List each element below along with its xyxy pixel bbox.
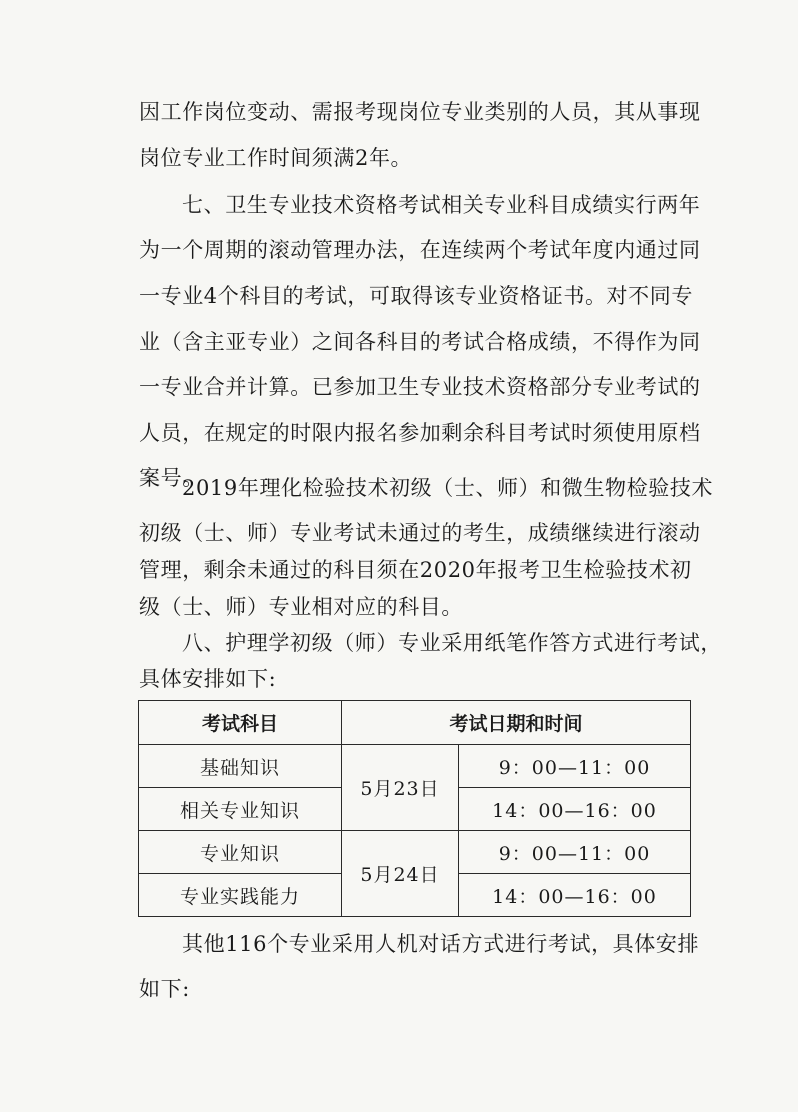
date-cell: 5月23日 (342, 745, 459, 831)
paragraph-line: 管理，剩余未通过的科目须在2020年报考卫生检验技术初 (139, 558, 692, 582)
paragraph-line: 2019年理化检验技术初级（士、师）和微生物检验技术 (182, 476, 714, 500)
paragraph-line: 其他116个专业采用人机对话方式进行考试，具体安排 (182, 932, 700, 956)
paragraph-line: 案号。 (139, 466, 204, 490)
paragraph-line: 如下: (139, 977, 190, 1001)
paragraph-line: 为一个周期的滚动管理办法，在连续两个考试年度内通过同 (139, 238, 701, 262)
paragraph-line: 初级（士、师）专业考试未通过的考生，成绩继续进行滚动 (139, 521, 701, 545)
time-cell: 14：00—16：00 (459, 788, 691, 831)
paragraph-line: 八、护理学初级（师）专业采用纸笔作答方式进行考试， (182, 631, 722, 655)
paragraph-line: 人员，在规定的时限内报名参加剩余科目考试时须使用原档 (139, 421, 701, 445)
subject-cell: 基础知识 (139, 745, 342, 788)
table-row (139, 745, 691, 788)
subject-cell: 专业实践能力 (139, 874, 342, 917)
subject-cell: 专业知识 (139, 831, 342, 874)
table-row (139, 831, 691, 874)
time-cell: 9：00—11：00 (459, 745, 691, 788)
paragraph-line: 级（士、师）专业相对应的科目。 (139, 595, 463, 619)
paragraph-line: 因工作岗位变动、需报考现岗位专业类别的人员，其从事现 (139, 100, 701, 124)
header-datetime: 考试日期和时间 (342, 701, 691, 745)
table-header-row (139, 701, 691, 745)
paragraph-line: 一专业4个科目的考试，可取得该专业资格证书。对不同专 (139, 284, 693, 308)
paragraph-line: 一专业合并计算。已参加卫生专业技术资格部分专业考试的 (139, 375, 701, 399)
paragraph-line: 七、卫生专业技术资格考试相关专业科目成绩实行两年 (182, 193, 701, 217)
paragraph-line: 业（含主亚专业）之间各科目的考试合格成绩，不得作为同 (139, 330, 701, 354)
paragraph-line: 具体安排如下: (139, 667, 277, 691)
exam-schedule-table (138, 700, 691, 917)
time-cell: 9：00—11：00 (459, 831, 691, 874)
subject-cell: 相关专业知识 (139, 788, 342, 831)
header-subject: 考试科目 (139, 701, 342, 745)
date-cell: 5月24日 (342, 831, 459, 917)
time-cell: 14：00—16：00 (459, 874, 691, 917)
paragraph-line: 岗位专业工作时间须满2年。 (139, 146, 413, 170)
